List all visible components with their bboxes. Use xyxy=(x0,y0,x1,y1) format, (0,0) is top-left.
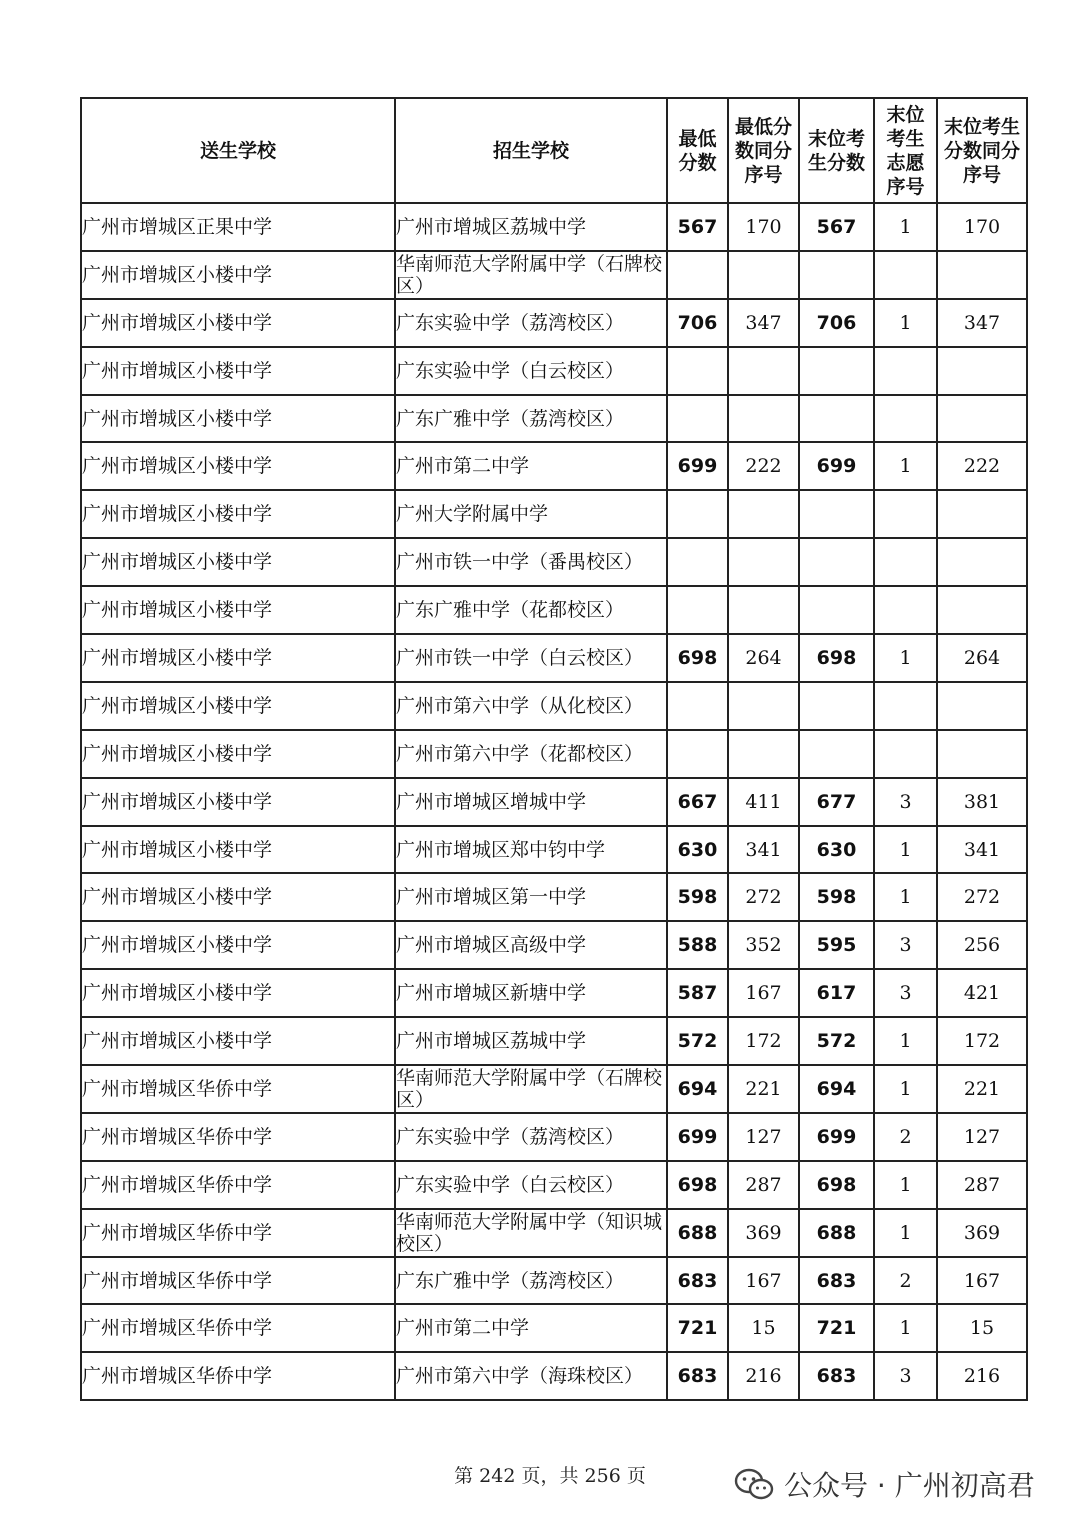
last-score-cell xyxy=(799,490,874,538)
min-tie-no-cell xyxy=(728,586,799,634)
min-score-cell: 598 xyxy=(667,873,728,921)
last-choice-no-cell: 3 xyxy=(874,1352,937,1400)
last-choice-no-cell: 1 xyxy=(874,299,937,347)
min-tie-no-cell: 264 xyxy=(728,634,799,682)
last-choice-no-cell xyxy=(874,490,937,538)
header-line: 序号 xyxy=(744,163,783,186)
last-choice-no-cell: 1 xyxy=(874,1065,937,1113)
header-row xyxy=(81,98,1027,203)
last-score-cell xyxy=(799,395,874,443)
recruit-school-cell: 广州市铁一中学（番禺校区） xyxy=(395,538,667,586)
min-tie-no-cell: 127 xyxy=(728,1113,799,1161)
last-score-cell: 567 xyxy=(799,203,874,251)
min-score-cell: 698 xyxy=(667,634,728,682)
last-tie-no-cell: 256 xyxy=(937,921,1027,969)
last-tie-no-cell: 167 xyxy=(937,1257,1027,1305)
min-tie-no-cell: 222 xyxy=(728,442,799,490)
table-row xyxy=(81,730,1027,778)
min-tie-no-cell: 347 xyxy=(728,299,799,347)
table-row xyxy=(81,969,1027,1017)
send-school-cell: 广州市增城区小楼中学 xyxy=(81,921,395,969)
header-min-score xyxy=(667,98,728,203)
last-choice-no-cell xyxy=(874,586,937,634)
last-tie-no-cell: 216 xyxy=(937,1352,1027,1400)
last-choice-no-cell: 3 xyxy=(874,921,937,969)
min-score-cell: 698 xyxy=(667,1161,728,1209)
send-school-cell: 广州市增城区小楼中学 xyxy=(81,490,395,538)
last-choice-no-cell: 3 xyxy=(874,969,937,1017)
table-row xyxy=(81,826,1027,874)
send-school-cell: 广州市增城区小楼中学 xyxy=(81,299,395,347)
min-score-cell: 694 xyxy=(667,1065,728,1113)
send-school-cell: 广州市增城区小楼中学 xyxy=(81,538,395,586)
last-tie-no-cell: 272 xyxy=(937,873,1027,921)
recruit-school-cell: 广东广雅中学（花都校区） xyxy=(395,586,667,634)
recruit-school-cell: 广州市第二中学 xyxy=(395,442,667,490)
min-score-cell xyxy=(667,730,728,778)
min-score-cell: 721 xyxy=(667,1304,728,1352)
last-score-cell: 698 xyxy=(799,1161,874,1209)
last-score-cell: 706 xyxy=(799,299,874,347)
table-row xyxy=(81,299,1027,347)
last-tie-no-cell xyxy=(937,538,1027,586)
min-score-cell: 567 xyxy=(667,203,728,251)
header-line: 序号 xyxy=(886,175,925,198)
last-choice-no-cell xyxy=(874,347,937,395)
send-school-cell: 广州市增城区小楼中学 xyxy=(81,969,395,1017)
last-tie-no-cell: 369 xyxy=(937,1209,1027,1257)
recruit-school-cell: 广州市增城区荔城中学 xyxy=(395,1017,667,1065)
last-choice-no-cell xyxy=(874,682,937,730)
header-line: 最低 xyxy=(678,127,717,150)
send-school-cell: 广州市增城区小楼中学 xyxy=(81,442,395,490)
last-tie-no-cell xyxy=(937,395,1027,443)
recruit-school-cell: 华南师范大学附属中学（石牌校区） xyxy=(395,1065,667,1113)
last-tie-no-cell: 347 xyxy=(937,299,1027,347)
last-choice-no-cell xyxy=(874,395,937,443)
send-school-cell: 广州市增城区华侨中学 xyxy=(81,1304,395,1352)
recruit-school-cell: 广州市第六中学（海珠校区） xyxy=(395,1352,667,1400)
last-score-cell: 630 xyxy=(799,826,874,874)
recruit-school-cell: 广州市第六中学（花都校区） xyxy=(395,730,667,778)
last-choice-no-cell: 2 xyxy=(874,1257,937,1305)
min-tie-no-cell: 352 xyxy=(728,921,799,969)
send-school-cell: 广州市增城区华侨中学 xyxy=(81,1065,395,1113)
last-score-cell: 721 xyxy=(799,1304,874,1352)
last-tie-no-cell: 421 xyxy=(937,969,1027,1017)
send-school-cell: 广州市增城区小楼中学 xyxy=(81,873,395,921)
recruit-school-cell: 广东实验中学（荔湾校区） xyxy=(395,1113,667,1161)
last-tie-no-cell: 170 xyxy=(937,203,1027,251)
table-row xyxy=(81,1257,1027,1305)
last-score-cell xyxy=(799,538,874,586)
min-score-cell xyxy=(667,395,728,443)
min-score-cell: 572 xyxy=(667,1017,728,1065)
send-school-cell: 广州市增城区小楼中学 xyxy=(81,826,395,874)
min-score-cell: 630 xyxy=(667,826,728,874)
min-tie-no-cell xyxy=(728,251,799,299)
min-tie-no-cell: 221 xyxy=(728,1065,799,1113)
recruit-school-cell: 华南师范大学附属中学（石牌校区） xyxy=(395,251,667,299)
recruit-school-cell: 广州市增城区第一中学 xyxy=(395,873,667,921)
min-tie-no-cell: 369 xyxy=(728,1209,799,1257)
min-score-cell: 587 xyxy=(667,969,728,1017)
table-row xyxy=(81,538,1027,586)
min-score-cell: 706 xyxy=(667,299,728,347)
header-line: 志愿 xyxy=(886,151,925,174)
header-min-tie-no xyxy=(728,98,799,203)
header-last-score xyxy=(799,98,874,203)
last-score-cell xyxy=(799,347,874,395)
min-tie-no-cell: 216 xyxy=(728,1352,799,1400)
last-score-cell: 699 xyxy=(799,1113,874,1161)
min-score-cell: 667 xyxy=(667,778,728,826)
send-school-cell: 广州市增城区小楼中学 xyxy=(81,634,395,682)
min-score-cell: 683 xyxy=(667,1352,728,1400)
last-score-cell: 572 xyxy=(799,1017,874,1065)
send-school-cell: 广州市增城区小楼中学 xyxy=(81,778,395,826)
last-score-cell: 699 xyxy=(799,442,874,490)
last-tie-no-cell xyxy=(937,682,1027,730)
header-line: 生分数 xyxy=(807,151,865,174)
table-row xyxy=(81,442,1027,490)
table-row xyxy=(81,1017,1027,1065)
watermark xyxy=(734,1460,1035,1508)
min-score-cell xyxy=(667,490,728,538)
last-score-cell: 688 xyxy=(799,1209,874,1257)
send-school-cell: 广州市增城区正果中学 xyxy=(81,203,395,251)
send-school-cell: 广州市增城区小楼中学 xyxy=(81,251,395,299)
last-score-cell: 677 xyxy=(799,778,874,826)
table-row xyxy=(81,1209,1027,1257)
recruit-school-cell: 广东广雅中学（荔湾校区） xyxy=(395,1257,667,1305)
min-tie-no-cell xyxy=(728,347,799,395)
table-row xyxy=(81,921,1027,969)
min-tie-no-cell: 167 xyxy=(728,969,799,1017)
last-score-cell: 617 xyxy=(799,969,874,1017)
last-tie-no-cell: 15 xyxy=(937,1304,1027,1352)
last-score-cell: 595 xyxy=(799,921,874,969)
last-choice-no-cell: 2 xyxy=(874,1113,937,1161)
min-tie-no-cell: 15 xyxy=(728,1304,799,1352)
header-line: 分数同分 xyxy=(943,139,1020,162)
last-score-cell xyxy=(799,586,874,634)
header-recruit-school: 招生学校 xyxy=(395,98,667,203)
last-score-cell: 694 xyxy=(799,1065,874,1113)
last-tie-no-cell: 172 xyxy=(937,1017,1027,1065)
last-tie-no-cell: 222 xyxy=(937,442,1027,490)
last-choice-no-cell: 1 xyxy=(874,634,937,682)
table-row xyxy=(81,586,1027,634)
last-tie-no-cell xyxy=(937,730,1027,778)
last-tie-no-cell: 341 xyxy=(937,826,1027,874)
min-score-cell xyxy=(667,347,728,395)
header-last-choice-no xyxy=(874,98,937,203)
last-score-cell: 598 xyxy=(799,873,874,921)
recruit-school-cell: 广州市增城区增城中学 xyxy=(395,778,667,826)
last-choice-no-cell: 1 xyxy=(874,1209,937,1257)
last-choice-no-cell: 1 xyxy=(874,873,937,921)
min-tie-no-cell xyxy=(728,538,799,586)
min-score-cell: 683 xyxy=(667,1257,728,1305)
table-row xyxy=(81,490,1027,538)
min-tie-no-cell: 411 xyxy=(728,778,799,826)
table-row xyxy=(81,873,1027,921)
min-tie-no-cell xyxy=(728,730,799,778)
min-score-cell: 688 xyxy=(667,1209,728,1257)
table-row xyxy=(81,251,1027,299)
recruit-school-cell: 华南师范大学附属中学（知识城校区） xyxy=(395,1209,667,1257)
last-choice-no-cell: 1 xyxy=(874,826,937,874)
last-choice-no-cell xyxy=(874,538,937,586)
last-tie-no-cell: 264 xyxy=(937,634,1027,682)
page-number: 第 242 页，共 256 页 xyxy=(454,1465,646,1487)
min-tie-no-cell xyxy=(728,490,799,538)
header-line: 最低分 xyxy=(734,115,792,138)
min-score-cell: 699 xyxy=(667,442,728,490)
recruit-school-cell: 广州大学附属中学 xyxy=(395,490,667,538)
recruit-school-cell: 广东实验中学（白云校区） xyxy=(395,1161,667,1209)
last-tie-no-cell xyxy=(937,251,1027,299)
header-send-school: 送生学校 xyxy=(81,98,395,203)
table-row xyxy=(81,682,1027,730)
min-tie-no-cell: 170 xyxy=(728,203,799,251)
send-school-cell: 广州市增城区华侨中学 xyxy=(81,1352,395,1400)
last-tie-no-cell xyxy=(937,586,1027,634)
header-line: 序号 xyxy=(962,163,1001,186)
last-tie-no-cell: 127 xyxy=(937,1113,1027,1161)
last-choice-no-cell: 1 xyxy=(874,203,937,251)
header-last-tie-no xyxy=(937,98,1027,203)
recruit-school-cell: 广州市增城区荔城中学 xyxy=(395,203,667,251)
recruit-school-cell: 广州市第六中学（从化校区） xyxy=(395,682,667,730)
min-tie-no-cell: 172 xyxy=(728,1017,799,1065)
send-school-cell: 广州市增城区小楼中学 xyxy=(81,1017,395,1065)
score-table xyxy=(80,97,1028,1401)
min-tie-no-cell xyxy=(728,682,799,730)
last-choice-no-cell xyxy=(874,730,937,778)
table-row xyxy=(81,1113,1027,1161)
header-line: 末位 xyxy=(886,103,925,126)
header-line: 分数 xyxy=(678,151,717,174)
last-tie-no-cell: 287 xyxy=(937,1161,1027,1209)
table-row xyxy=(81,347,1027,395)
last-choice-no-cell: 1 xyxy=(874,442,937,490)
min-score-cell xyxy=(667,251,728,299)
recruit-school-cell: 广州市铁一中学（白云校区） xyxy=(395,634,667,682)
recruit-school-cell: 广州市增城区郑中钧中学 xyxy=(395,826,667,874)
recruit-school-cell: 广东实验中学（白云校区） xyxy=(395,347,667,395)
last-choice-no-cell: 1 xyxy=(874,1017,937,1065)
min-score-cell xyxy=(667,538,728,586)
min-tie-no-cell: 167 xyxy=(728,1257,799,1305)
min-score-cell: 699 xyxy=(667,1113,728,1161)
send-school-cell: 广州市增城区华侨中学 xyxy=(81,1257,395,1305)
min-tie-no-cell: 272 xyxy=(728,873,799,921)
header-line: 考生 xyxy=(886,127,925,150)
send-school-cell: 广州市增城区小楼中学 xyxy=(81,682,395,730)
min-tie-no-cell: 287 xyxy=(728,1161,799,1209)
recruit-school-cell: 广东实验中学（荔湾校区） xyxy=(395,299,667,347)
table-row xyxy=(81,778,1027,826)
table-row xyxy=(81,395,1027,443)
last-tie-no-cell: 381 xyxy=(937,778,1027,826)
table-body xyxy=(81,203,1027,1400)
recruit-school-cell: 广州市增城区高级中学 xyxy=(395,921,667,969)
recruit-school-cell: 广州市第二中学 xyxy=(395,1304,667,1352)
table-row xyxy=(81,203,1027,251)
last-choice-no-cell: 3 xyxy=(874,778,937,826)
header-line: 数同分 xyxy=(734,139,792,162)
last-score-cell: 683 xyxy=(799,1257,874,1305)
table-row xyxy=(81,1304,1027,1352)
last-choice-no-cell xyxy=(874,251,937,299)
header-line: 末位考生 xyxy=(943,115,1020,138)
send-school-cell: 广州市增城区小楼中学 xyxy=(81,347,395,395)
table-row xyxy=(81,1352,1027,1400)
send-school-cell: 广州市增城区小楼中学 xyxy=(81,730,395,778)
wechat-icon xyxy=(734,1467,774,1501)
header-line: 末位考 xyxy=(807,127,865,150)
table-row xyxy=(81,634,1027,682)
last-choice-no-cell: 1 xyxy=(874,1161,937,1209)
min-score-cell xyxy=(667,586,728,634)
last-tie-no-cell xyxy=(937,347,1027,395)
table-row xyxy=(81,1161,1027,1209)
watermark-text: 公众号 · 广州初高君 xyxy=(784,1469,1035,1502)
min-tie-no-cell xyxy=(728,395,799,443)
min-score-cell: 588 xyxy=(667,921,728,969)
last-score-cell: 698 xyxy=(799,634,874,682)
table-row xyxy=(81,1065,1027,1113)
send-school-cell: 广州市增城区华侨中学 xyxy=(81,1161,395,1209)
min-tie-no-cell: 341 xyxy=(728,826,799,874)
recruit-school-cell: 广东广雅中学（荔湾校区） xyxy=(395,395,667,443)
last-score-cell xyxy=(799,251,874,299)
send-school-cell: 广州市增城区华侨中学 xyxy=(81,1113,395,1161)
min-score-cell xyxy=(667,682,728,730)
last-score-cell xyxy=(799,682,874,730)
send-school-cell: 广州市增城区小楼中学 xyxy=(81,586,395,634)
last-score-cell: 683 xyxy=(799,1352,874,1400)
last-tie-no-cell xyxy=(937,490,1027,538)
last-tie-no-cell: 221 xyxy=(937,1065,1027,1113)
send-school-cell: 广州市增城区小楼中学 xyxy=(81,395,395,443)
last-score-cell xyxy=(799,730,874,778)
recruit-school-cell: 广州市增城区新塘中学 xyxy=(395,969,667,1017)
last-choice-no-cell: 1 xyxy=(874,1304,937,1352)
send-school-cell: 广州市增城区华侨中学 xyxy=(81,1209,395,1257)
